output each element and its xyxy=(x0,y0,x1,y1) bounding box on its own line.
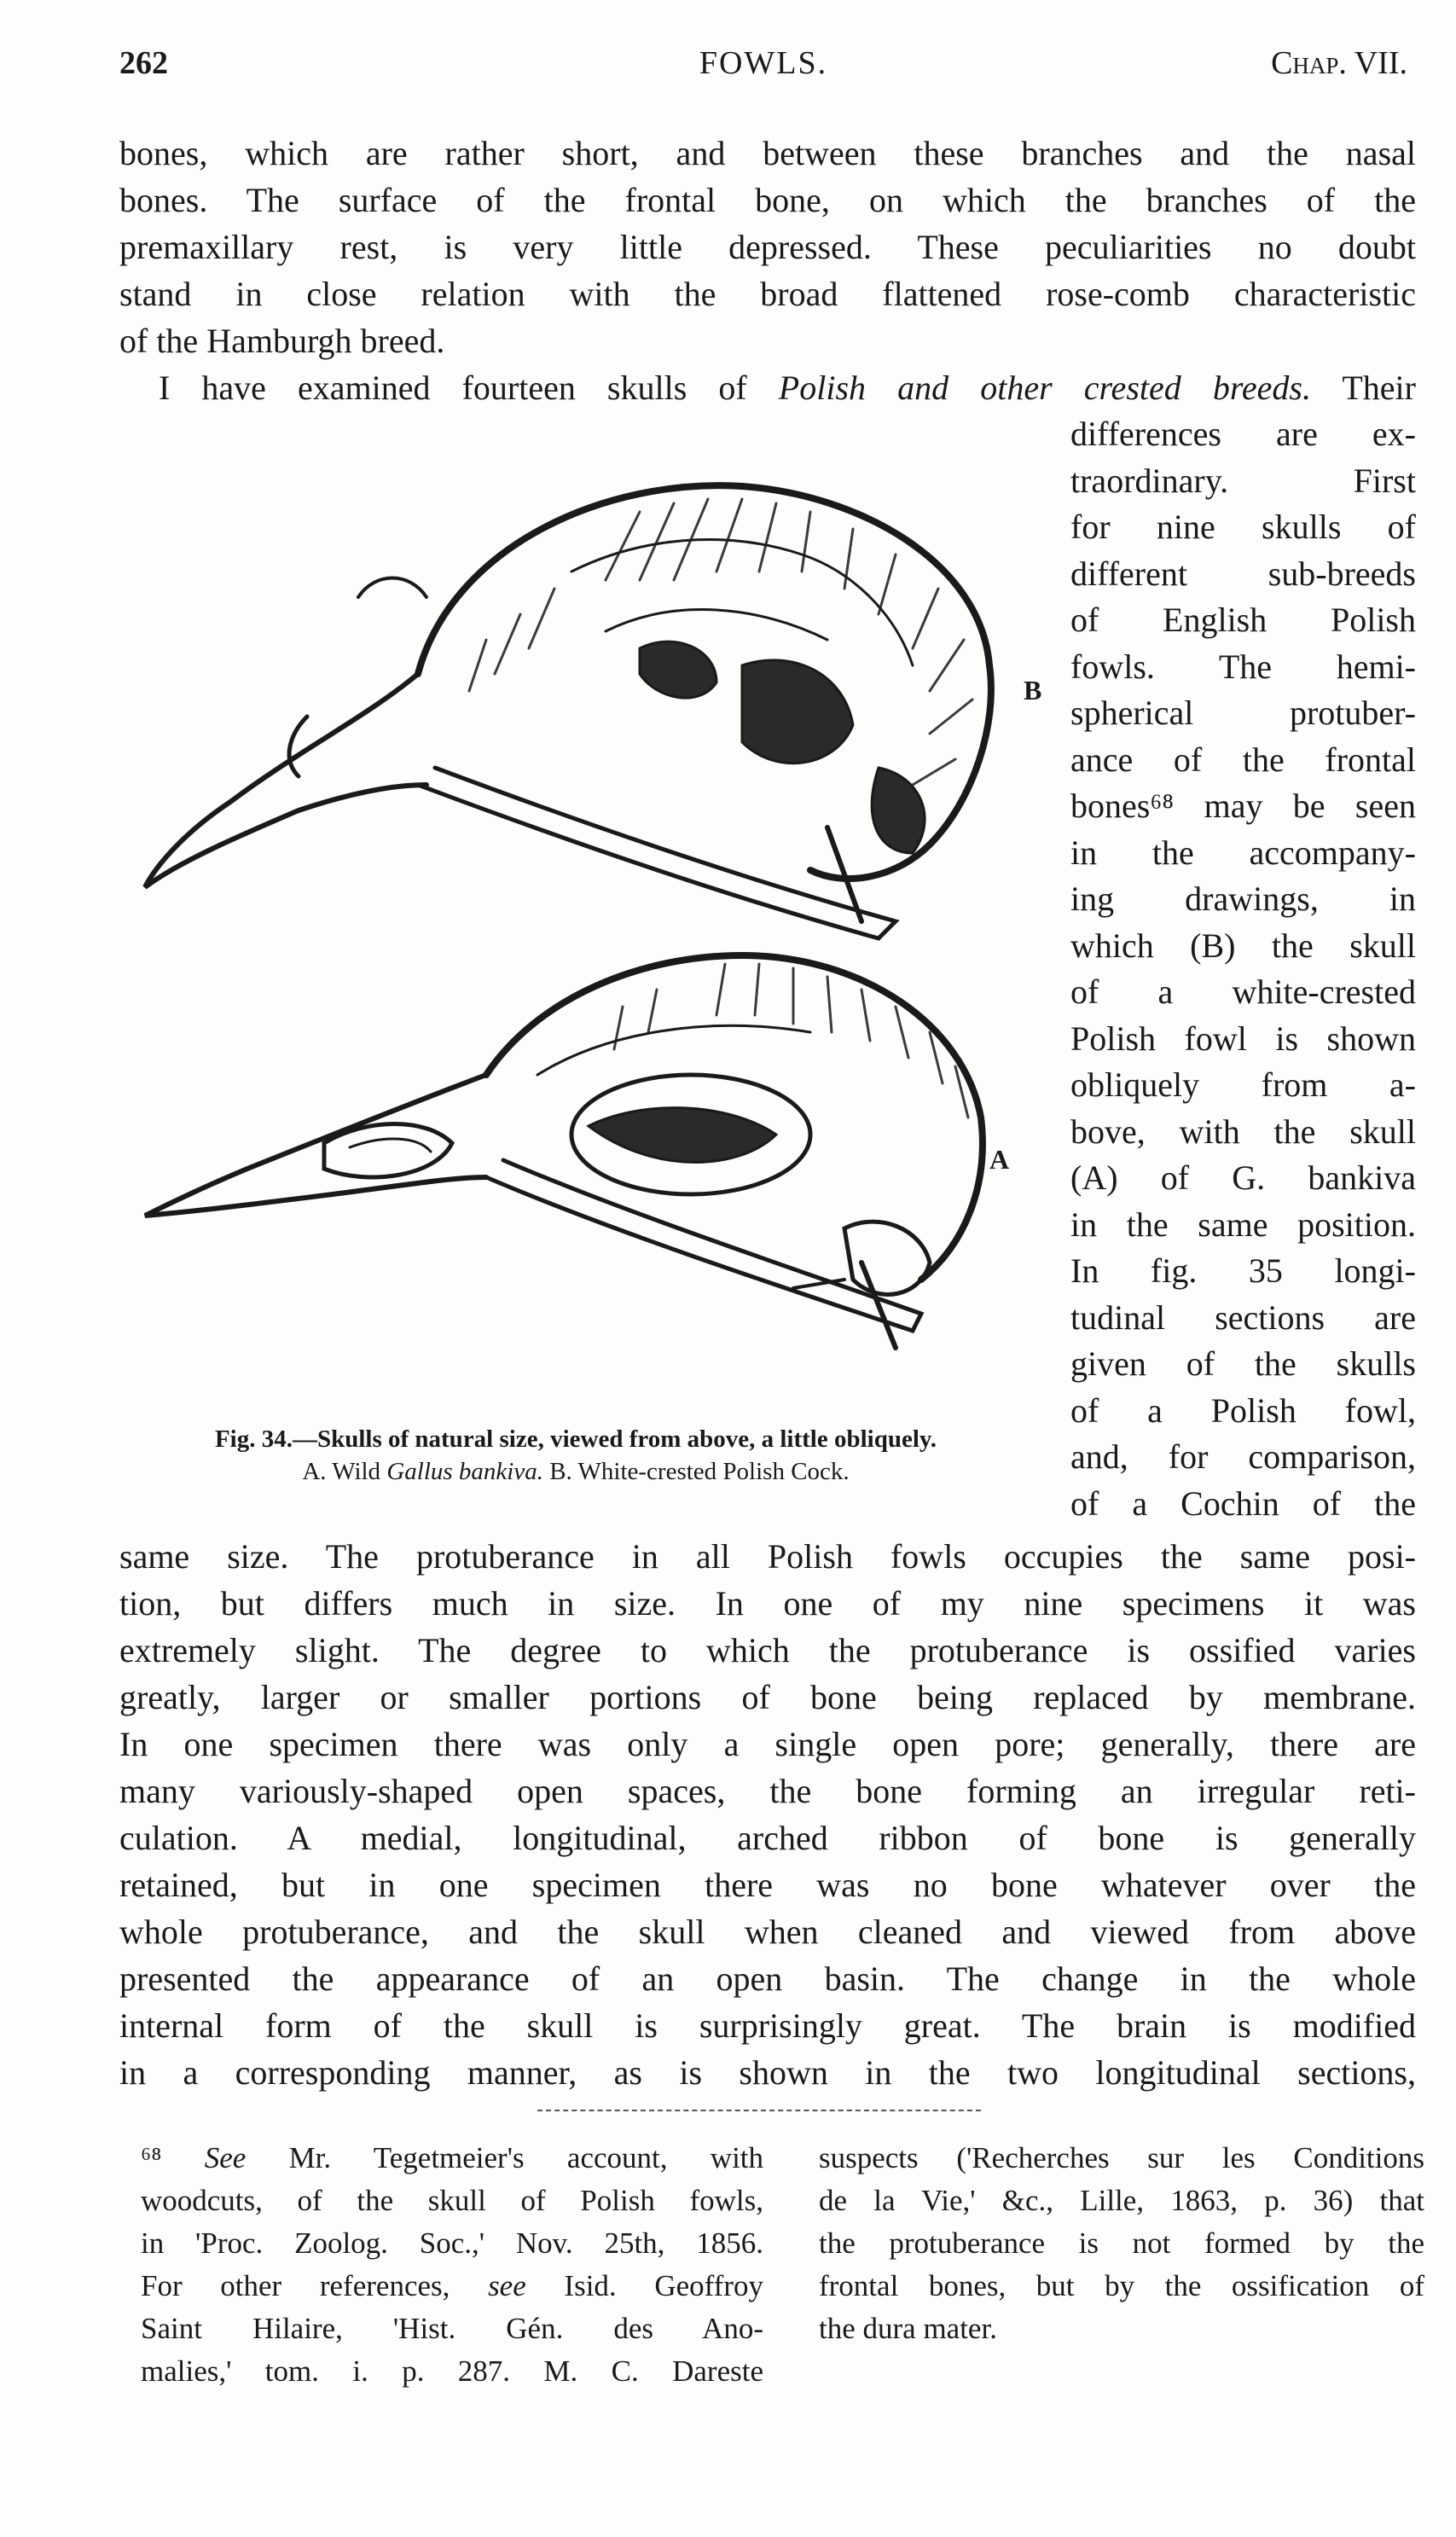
side-line: fowls. The hemi- xyxy=(1070,647,1416,686)
text-line-para2 xyxy=(119,364,1416,411)
caption-line-2 xyxy=(128,1455,1024,1488)
text-line: premaxillary rest, is very little depressed. These peculiarities no doubt xyxy=(119,228,1416,266)
side-line: bove, with the skull xyxy=(1070,1112,1416,1151)
side-line: of a Cochin of the xyxy=(1070,1483,1416,1523)
paragraph-bottom xyxy=(119,1533,1416,2096)
text-line: many variously-shaped open spaces, the bone forming an irregular reti- xyxy=(119,1772,1416,1810)
side-line: and, for comparison, xyxy=(1070,1437,1416,1476)
footnote-right-column xyxy=(819,2137,1424,2350)
footnote-line: Saint Hilaire, 'Hist. Gén. des Ano- xyxy=(141,2312,763,2345)
side-line: tudinal sections are xyxy=(1070,1298,1416,1337)
text-run: I have examined fourteen skulls of xyxy=(159,369,779,407)
footnote-run: Isid. Geoffroy xyxy=(525,2269,763,2302)
footnote-line: in 'Proc. Zoolog. Soc.,' Nov. 25th, 1856. xyxy=(141,2226,763,2260)
skull-illustration xyxy=(128,444,1049,1425)
footnote-italic-run: see xyxy=(488,2269,526,2302)
text-line: bones. The surface of the frontal bone, on which the branches of the xyxy=(119,181,1416,219)
figure-label-a: A xyxy=(989,1144,1010,1175)
text-run: Their xyxy=(1311,369,1416,407)
side-line: ing drawings, in xyxy=(1070,880,1416,918)
side-line: given of the skulls xyxy=(1070,1344,1416,1383)
footnote-run: For other references, xyxy=(141,2269,489,2302)
chapter-label: Chap. VII. xyxy=(1271,45,1407,81)
text-line: culation. A medial, longitudinal, arched ribbon of bone is generally xyxy=(119,1819,1416,1857)
text-line: whole protuberance, and the skull when cleaned and viewed from above xyxy=(119,1913,1416,1951)
text-line: of the Hamburgh breed. xyxy=(119,322,445,360)
footnote-line: the protuberance is not formed by the xyxy=(819,2226,1424,2260)
footnote-line: the dura mater. xyxy=(819,2312,997,2345)
page-number: 262 xyxy=(119,45,168,81)
side-line: different sub-breeds xyxy=(1070,554,1416,593)
text-line: in a corresponding manner, as is shown in the two longitudinal sections, xyxy=(119,2053,1416,2092)
side-line: Polish fowl is shown xyxy=(1070,1019,1416,1058)
footnote-line: malies,' tom. i. p. 287. M. C. Dareste xyxy=(141,2354,763,2388)
skull-a-drawing xyxy=(145,955,983,1348)
caption-run: A. Wild xyxy=(302,1458,387,1485)
footnote-left-column xyxy=(141,2137,763,2393)
page-header xyxy=(119,44,1407,96)
footnote-run: ⁶⁸ xyxy=(141,2141,205,2174)
paragraph-top xyxy=(119,130,1416,411)
side-line: in the same position. xyxy=(1070,1205,1416,1244)
figure-label-b: B xyxy=(1024,675,1042,705)
text-line: bones, which are rather short, and between these branches and the nasal xyxy=(119,134,1416,172)
caption-line-1: Fig. 34.—Skulls of natural size, viewed from above, a little obliquely. xyxy=(214,1425,937,1453)
side-line: bones⁶⁸ may be seen xyxy=(1070,787,1416,825)
caption-run: B. White-crested Polish Cock. xyxy=(542,1458,850,1485)
text-line: tion, but differs much in size. In one of my nine specimens it was xyxy=(119,1584,1416,1623)
caption-italic-run: Gallus bankiva. xyxy=(386,1458,543,1485)
side-line: In fig. 35 longi- xyxy=(1070,1251,1416,1290)
side-line: of a Polish fowl, xyxy=(1070,1390,1416,1430)
footnote-run: Mr. Tegetmeier's account, with xyxy=(246,2141,764,2174)
side-line: ance of the frontal xyxy=(1070,740,1416,779)
figure-caption xyxy=(128,1423,1024,1488)
side-line: of English Polish xyxy=(1070,601,1416,639)
skull-b-drawing xyxy=(145,485,991,938)
footnote-divider xyxy=(537,2110,981,2111)
side-line: (A) of G. bankiva xyxy=(1070,1158,1416,1197)
italic-run: Polish and other crested breeds. xyxy=(778,369,1311,407)
footnote-line: de la Vie,' &c., Lille, 1863, p. 36) that xyxy=(819,2184,1424,2217)
text-line: same size. The protuberance in all Polish fowls occupies the same posi- xyxy=(119,1537,1416,1576)
side-text-column xyxy=(1070,411,1416,1527)
side-line: differences are ex- xyxy=(1070,415,1416,453)
text-line: stand in close relation with the broad flattened rose-comb characteristic xyxy=(119,275,1416,313)
text-line: retained, but in one specimen there was no bone whatever over the xyxy=(119,1866,1416,1904)
text-line: presented the appearance of an open basin. The change in the whole xyxy=(119,1959,1416,1998)
running-title: FOWLS. xyxy=(699,45,828,81)
side-line: traordinary. First xyxy=(1070,461,1416,500)
footnote-line: suspects ('Recherches sur les Conditions xyxy=(819,2141,1424,2174)
text-line: internal form of the skull is surprisingly great. The brain is modified xyxy=(119,2006,1416,2045)
side-line: of a white-crested xyxy=(1070,972,1416,1011)
text-line: greatly, larger or smaller portions of bone being replaced by membrane. xyxy=(119,1678,1416,1716)
text-line: In one specimen there was only a single open pore; generally, there are xyxy=(119,1725,1416,1763)
footnote-line xyxy=(141,2265,763,2308)
footnote-italic-run: See xyxy=(204,2141,247,2174)
side-line: for nine skulls of xyxy=(1070,508,1416,546)
footnote-line xyxy=(141,2137,763,2180)
footnote-line: woodcuts, of the skull of Polish fowls, xyxy=(141,2184,763,2217)
footnote-line: frontal bones, but by the ossification of xyxy=(819,2269,1424,2302)
side-line: obliquely from a- xyxy=(1070,1065,1416,1104)
side-line: spherical protuber- xyxy=(1070,694,1416,732)
side-line: which (B) the skull xyxy=(1070,926,1416,965)
side-line: in the accompany- xyxy=(1070,833,1416,872)
text-line: extremely slight. The degree to which the protuberance is ossified varies xyxy=(119,1631,1416,1669)
